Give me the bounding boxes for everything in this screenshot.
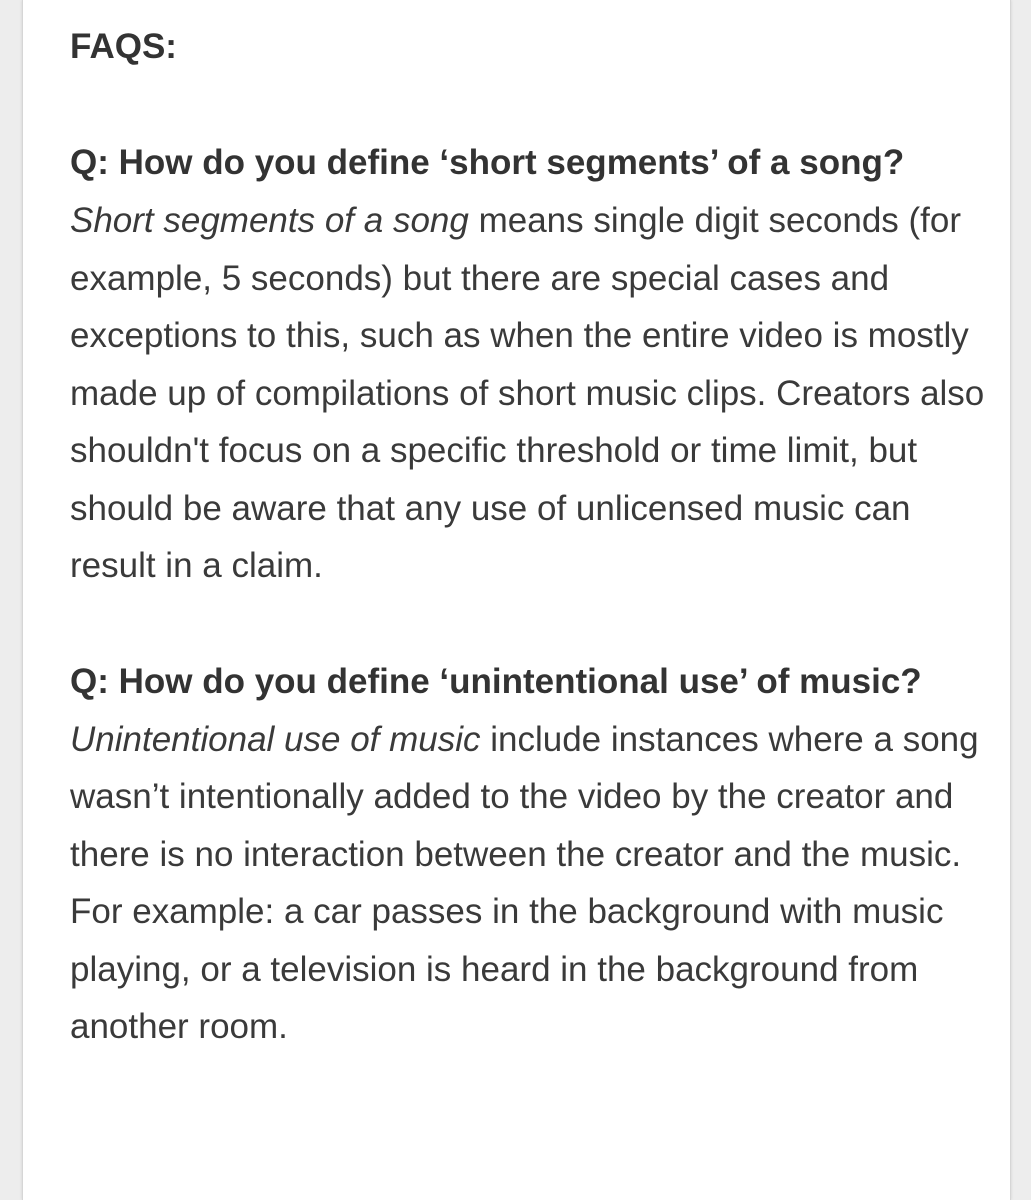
faq-answer-text: include instances where a song wasn’t intentionally added to the video by the creator and there is no interaction between the creator and the music. For example: a car passes in the background with music playing, or a television is heard in the background from another room. bbox=[70, 719, 979, 1046]
faq-item-unintentional-use bbox=[70, 653, 990, 1056]
faq-section bbox=[70, 18, 990, 1056]
faq-question: Q: How do you define ‘unintentional use’ of music? bbox=[70, 661, 922, 701]
faq-answer-term: Unintentional use of music bbox=[70, 719, 481, 759]
faq-question: Q: How do you define ‘short segments’ of a song? bbox=[70, 143, 905, 182]
article-card bbox=[22, 0, 1011, 1200]
faq-answer-text: means single digit seconds (for example, 5 seconds) but there are special cases and exceptions to this, such as when the entire video is mostly made up of compilations of short music clips. Creators also shouldn't focus on a specific threshold or time limit, but should be aware that any use of unlicensed music can result in a claim. bbox=[70, 201, 985, 585]
faq-answer-term: Short segments of a song bbox=[70, 201, 469, 240]
faq-answer bbox=[70, 192, 990, 595]
spacer bbox=[70, 76, 990, 134]
faq-answer bbox=[70, 711, 990, 1056]
faqs-heading: FAQS: bbox=[70, 27, 177, 66]
faq-item-short-segments bbox=[70, 134, 990, 595]
spacer bbox=[70, 595, 990, 653]
